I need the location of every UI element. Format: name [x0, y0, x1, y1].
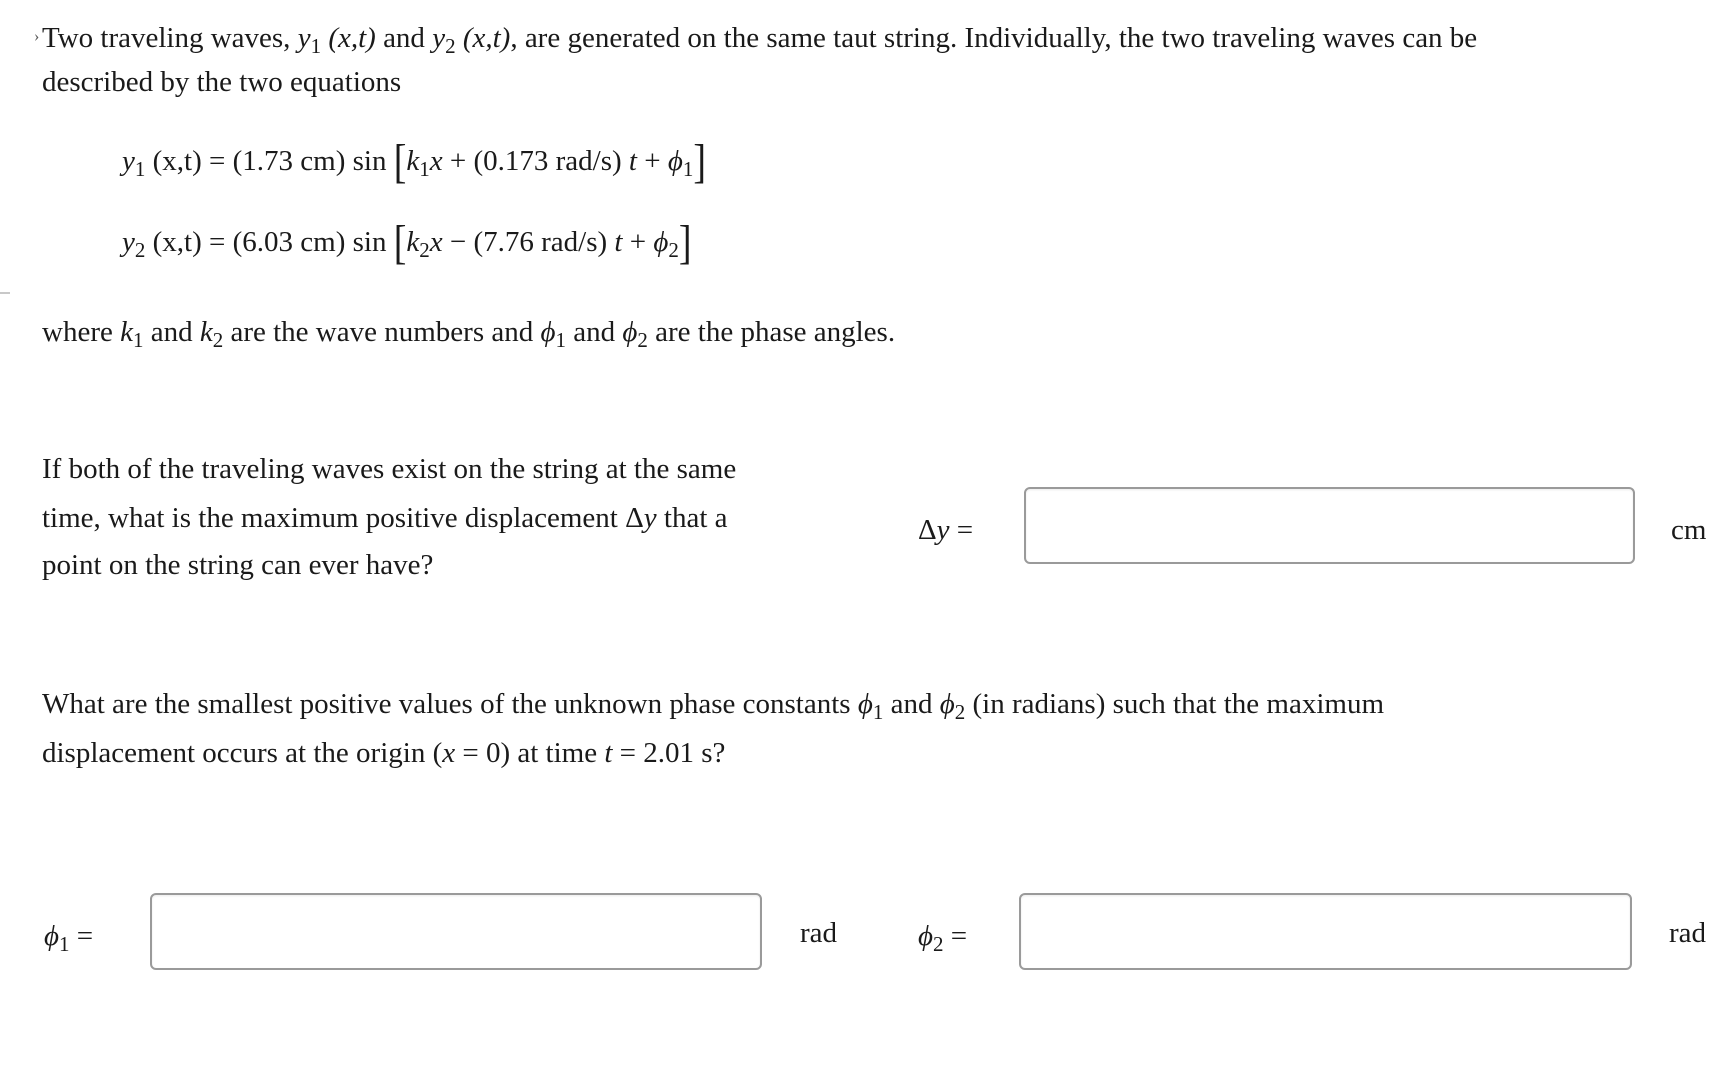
eq1-lhs: (x,t) = (1.73 cm) sin	[152, 145, 394, 177]
sub-1: 1	[132, 328, 144, 352]
q2-text-b: (in radians) such that the maximum	[965, 688, 1385, 720]
var-y: y	[936, 514, 950, 546]
plus: +	[622, 226, 654, 258]
and-text: and	[143, 316, 200, 348]
collapse-marker-icon: ›	[34, 28, 40, 45]
sub-1: 1	[555, 328, 566, 352]
open-bracket: [	[393, 135, 407, 189]
intro-text-b: , are generated on the same taut string. Individually, the two traveling waves can be	[510, 22, 1478, 54]
eq2-lhs: (x,t) = (6.03 cm) sin	[152, 226, 394, 258]
delta-y-input[interactable]	[1024, 487, 1635, 564]
intro-line-1	[42, 14, 1477, 62]
var-t: t	[628, 145, 637, 177]
where-text-b: are the wave numbers and	[223, 316, 541, 348]
question1-line-3: point on the string can ever have?	[42, 549, 434, 581]
var-y: y	[122, 145, 135, 177]
phi2-input[interactable]	[1019, 893, 1632, 970]
var-phi: ϕ	[857, 688, 873, 720]
sub-2: 2	[419, 238, 430, 262]
question2-line-1	[42, 680, 1384, 728]
and-text: and	[375, 22, 433, 54]
plus: +	[636, 145, 668, 177]
q2-text: What are the smallest positive values of the unknown phase constants	[42, 688, 858, 720]
q2-text-c: displacement occurs at the origin (	[42, 737, 443, 769]
var-phi: ϕ	[939, 688, 955, 720]
sub-1: 1	[310, 34, 322, 58]
sub-1: 1	[134, 157, 146, 181]
intro-line-2: described by the two equations	[42, 66, 402, 98]
phi1-label	[44, 912, 93, 960]
eq2-middle: − (7.76 rad/s)	[442, 226, 615, 258]
equation-2	[122, 216, 692, 270]
where-line	[42, 308, 895, 356]
var-x: x	[429, 226, 443, 258]
delta-y-unit: cm	[1671, 514, 1707, 546]
var-phi: ϕ	[653, 226, 669, 258]
var-y: y	[122, 226, 135, 258]
q2-text-e: = 2.01 s?	[612, 737, 726, 769]
sub-2: 2	[134, 238, 146, 262]
var-k: k	[199, 316, 213, 348]
args-xt: (x,t)	[328, 22, 376, 54]
where-text: where	[42, 316, 121, 348]
sub-1: 1	[419, 157, 430, 181]
equals: =	[949, 514, 974, 546]
var-y: y	[297, 22, 311, 54]
var-k: k	[406, 145, 420, 177]
sub-2: 2	[637, 328, 648, 352]
eq1-middle: + (0.173 rad/s)	[442, 145, 629, 177]
phi1-input[interactable]	[150, 893, 762, 970]
args-xt: (x,t)	[462, 22, 511, 54]
question1-line-1: If both of the traveling waves exist on the string at the same	[42, 453, 737, 485]
var-phi: ϕ	[622, 316, 638, 348]
phi1-unit: rad	[800, 917, 838, 949]
var-t: t	[604, 737, 613, 769]
equals: =	[69, 920, 94, 952]
and-text: and	[566, 316, 623, 348]
delta-y-label	[918, 506, 973, 554]
and-text: and	[883, 688, 940, 720]
q2-text-d: = 0) at time	[455, 737, 605, 769]
var-t: t	[614, 226, 623, 258]
sub-1: 1	[682, 157, 694, 181]
sub-2: 2	[212, 328, 224, 352]
sub-2: 2	[445, 34, 456, 58]
var-phi: ϕ	[540, 316, 556, 348]
sub-2: 2	[954, 700, 966, 724]
q1-text-b: that a	[656, 502, 728, 534]
var-x: x	[429, 145, 443, 177]
var-x: x	[442, 737, 456, 769]
var-k: k	[406, 226, 420, 258]
sub-2: 2	[933, 932, 944, 956]
question1-line-2	[42, 494, 728, 542]
question2-line-2	[42, 729, 725, 777]
sub-2: 2	[668, 238, 679, 262]
var-phi: ϕ	[918, 920, 934, 952]
intro-text: Two traveling waves,	[42, 22, 298, 54]
sub-1: 1	[59, 932, 70, 956]
phi2-label	[918, 912, 967, 960]
q1-text: time, what is the maximum positive displacement Δ	[42, 502, 644, 534]
open-bracket: [	[393, 216, 407, 270]
close-bracket: ]	[678, 216, 692, 270]
var-phi: ϕ	[667, 145, 683, 177]
where-text-c: are the phase angles.	[647, 316, 896, 348]
var-y: y	[643, 502, 657, 534]
var-phi: ϕ	[44, 920, 60, 952]
phi2-unit: rad	[1669, 917, 1707, 949]
var-k: k	[120, 316, 133, 348]
var-y: y	[432, 22, 446, 54]
margin-tick	[0, 292, 10, 294]
equals: =	[943, 920, 968, 952]
sub-1: 1	[872, 700, 884, 724]
equation-1	[122, 135, 706, 189]
delta-symbol: Δ	[918, 514, 937, 546]
close-bracket: ]	[693, 135, 706, 189]
